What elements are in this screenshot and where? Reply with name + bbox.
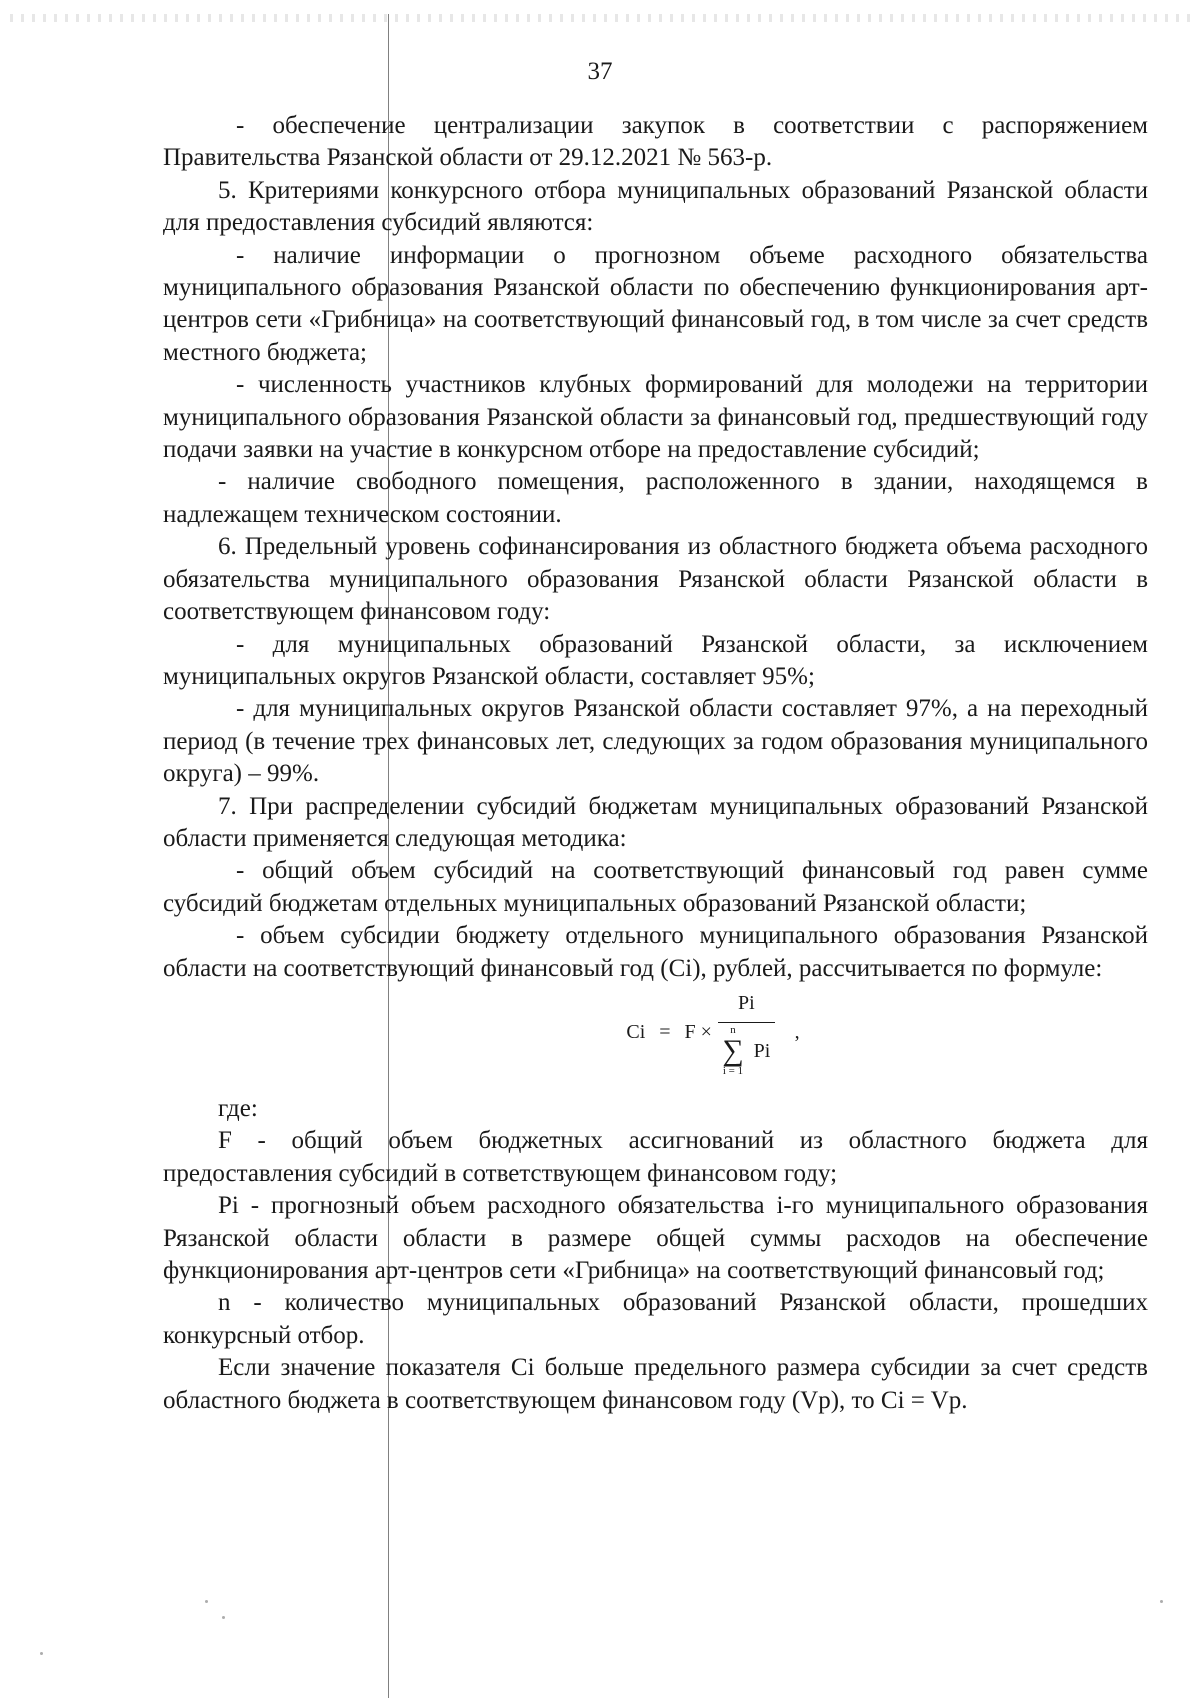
paragraph-criteria-premises: - наличие свободного помещения, расположенного в здании, находящемся в надлежащем техническом состоянии. [163,468,1148,528]
formula-sum [722,1025,743,1077]
document-body [163,110,1148,1417]
paragraph-criteria-heading: 5. Критериями конкурсного отбора муниципальных образований Рязанской области для предоставления субсидий являются: [163,176,1148,237]
paragraph-criteria-participants: - численность участников клубных формирований для молодежи на территории муниципального образования Рязанской области за финансовый год, предшествующий году подачи заявки на участие в конкурсном отборе на предоставление субсидий; [163,371,1148,464]
formula-fraction [718,987,775,1077]
paragraph-def-f: F - общий объем бюджетных ассигнований из областного бюджета для предоставления субсидий в сответствующем финансовом году; [163,1127,1148,1187]
scan-speck [1160,1600,1163,1603]
paragraph-where: где: [218,1094,258,1122]
formula-denominator-group [722,1023,770,1077]
formula-lhs: Ci [626,1020,646,1043]
formula-equals: = [659,1020,671,1043]
formula-numerator: Pi [718,987,775,1023]
formula-trailing-comma: , [794,1020,800,1043]
paragraph-def-pi: Pi - прогнозный объем расходного обязательства i-го муниципального образования Рязанской области области в размере общей суммы расходов на обеспечение функционирования арт-центров сети «Грибница» на соответствующий финансовый год; [163,1192,1148,1284]
sigma-symbol: ∑ [722,1034,744,1068]
formula-denominator: Pi [753,1039,771,1062]
paragraph-criteria-budget: - наличие информации о прогнозном объеме расходного обязательства муниципального образования Рязанской области по обеспечению функционирования арт-центров сети «Грибница» на соответствующий финансовый год, в том числе за счет средств местного бюджета; [163,241,1148,366]
paragraph-total-volume: - общий объем субсидий на соответствующий финансовый год равен сумме субсидий бюджетам отдельных муниципальных образований Рязанской области; [163,857,1148,917]
paragraph-cofinancing-97: - для муниципальных округов Рязанской области составляет 97%, а на переходный период (в течение трех финансовых лет, следующих за годом образования муниципального округа) – 99%. [163,695,1148,788]
formula-factor: F × [684,1020,712,1043]
paragraph-individual-volume: - объем субсидии бюджету отдельного муниципального образования Рязанской области на соответствующий финансовый год (Ci), рублей, рассчитывается по формуле: [163,922,1148,982]
paragraph-centralization: - обеспечение централизации закупок в соответствии с распоряжением Правительства Рязанской области от 29.12.2021 № 563-р. [163,112,1148,172]
paragraph-methodology-heading: 7. При распределении субсидий бюджетам муниципальных образований Рязанской области применяется следующая методика: [163,792,1148,852]
paragraph-def-n: n - количество муниципальных образований Рязанской области, прошедших конкурсный отбор. [163,1289,1148,1349]
paragraph-cofinancing-95: - для муниципальных образований Рязанской области, за исключением муниципальных округов Рязанской области, составляет 95%; [163,630,1148,690]
scan-artifact-top [10,14,1190,22]
scan-speck [222,1616,225,1619]
formula-sum-lower: i = 1 [722,1065,744,1078]
page-number: 37 [587,58,613,85]
scan-speck [40,1652,43,1655]
paragraph-limit-rule: Если значение показателя Ci больше предельного размера субсидии за счет средств областного бюджета в соответствующем финансовом году (Vp), то Ci = Vp. [163,1354,1148,1414]
formula [163,985,1148,1079]
formula-sum-upper: n [730,1024,736,1037]
scan-speck [205,1600,208,1603]
paragraph-cofinancing-heading: 6. Предельный уровень софинансирования из областного бюджета объема расходного обязательства муниципального образования Рязанской области Рязанской области в соответствующем финансовом году: [163,533,1148,626]
